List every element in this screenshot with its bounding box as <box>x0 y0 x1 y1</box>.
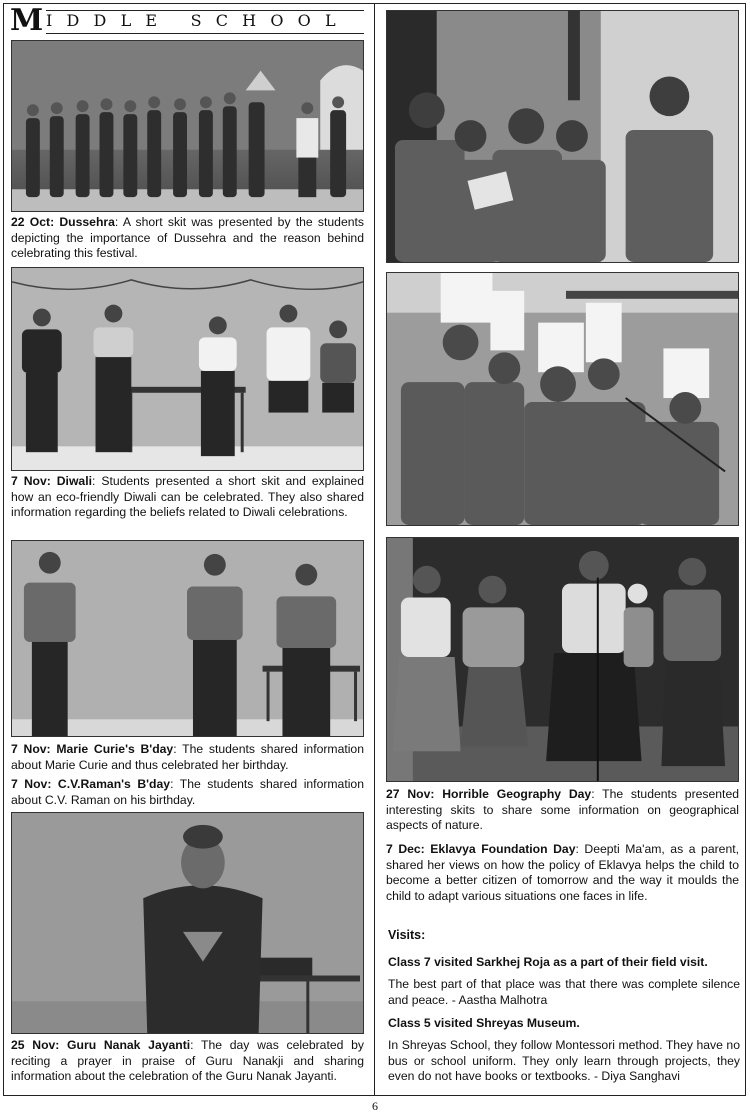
caption-text: : The students shared information about Marie Curie and thus celebrated her birthday. <box>11 742 364 772</box>
photo-guru-nanak <box>11 812 364 1034</box>
visit-text-shreyas: In Shreyas School, they follow Montessori method. They have no bus or school uniform. They only learn through projects, they even do not have books or textbooks. - Diya Sanghavi <box>388 1038 740 1083</box>
caption-title: 25 Nov: Guru Nanak Jayanti <box>11 1038 191 1052</box>
caption-text: : The students shared information about C.V. Raman on his birthday. <box>11 777 364 807</box>
caption-horrible-geography <box>386 787 739 834</box>
photo-marie-curie <box>11 540 364 737</box>
caption-dussehra <box>11 215 364 262</box>
caption-diwali <box>11 474 364 521</box>
caption-marie-curie <box>11 742 364 773</box>
caption-text: : Students presented a short skit and explained how an eco-friendly Diwali can be celebrated. They also shared information regarding the beliefs related to Diwali celebrations. <box>11 474 364 519</box>
photo-dussehra <box>11 40 364 212</box>
caption-title: 7 Nov: Marie Curie's B'day <box>11 742 174 756</box>
column-divider <box>374 3 375 1096</box>
header-rule-bottom <box>46 33 364 34</box>
caption-title: 7 Nov: Diwali <box>11 474 92 488</box>
photo-geography-1 <box>386 10 739 263</box>
visit-heading-shreyas: Class 5 visited Shreyas Museum. <box>388 1016 580 1030</box>
caption-text: : A short skit was presented by the students depicting the importance of Dussehra and the reason behind celebrating this festival. <box>11 215 364 260</box>
caption-eklavya <box>386 842 739 904</box>
header-initial: M <box>10 3 44 38</box>
caption-cv-raman <box>11 777 364 808</box>
caption-text: : Deepti Ma'am, as a parent, shared her views on how the policy of Eklavya helps the child to become a better citizen of tomorrow and the way it moulds the child to adapt various situations one faces in life. <box>386 842 739 903</box>
photo-diwali <box>11 267 364 471</box>
header-title: IDDLE SCHOOL <box>46 11 350 30</box>
caption-title: 22 Oct: Dussehra <box>11 215 115 229</box>
photo-geography-2 <box>386 272 739 526</box>
photo-eklavya <box>386 537 739 782</box>
caption-title: 7 Dec: Eklavya Foundation Day <box>386 842 576 856</box>
visits-title: Visits: <box>388 928 426 942</box>
caption-title: 7 Nov: C.V.Raman's B'day <box>11 777 171 791</box>
caption-text: : The students presented interesting skits to share some information on geographical aspects of nature. <box>386 787 739 832</box>
caption-title: 27 Nov: Horrible Geography Day <box>386 787 592 801</box>
caption-guru-nanak <box>11 1038 364 1085</box>
page-number: 6 <box>372 1099 378 1113</box>
visit-text-sarkhej: The best part of that place was that there was complete silence and peace. - Aastha Malhotra <box>388 977 740 1007</box>
visit-heading-sarkhej: Class 7 visited Sarkhej Roja as a part of their field visit. <box>388 955 708 969</box>
section-header <box>10 3 365 38</box>
caption-text: : The day was celebrated by reciting a prayer in praise of Guru Nanakji and sharing information about the celebration of the Guru Nanak Jayanti. <box>11 1038 364 1083</box>
